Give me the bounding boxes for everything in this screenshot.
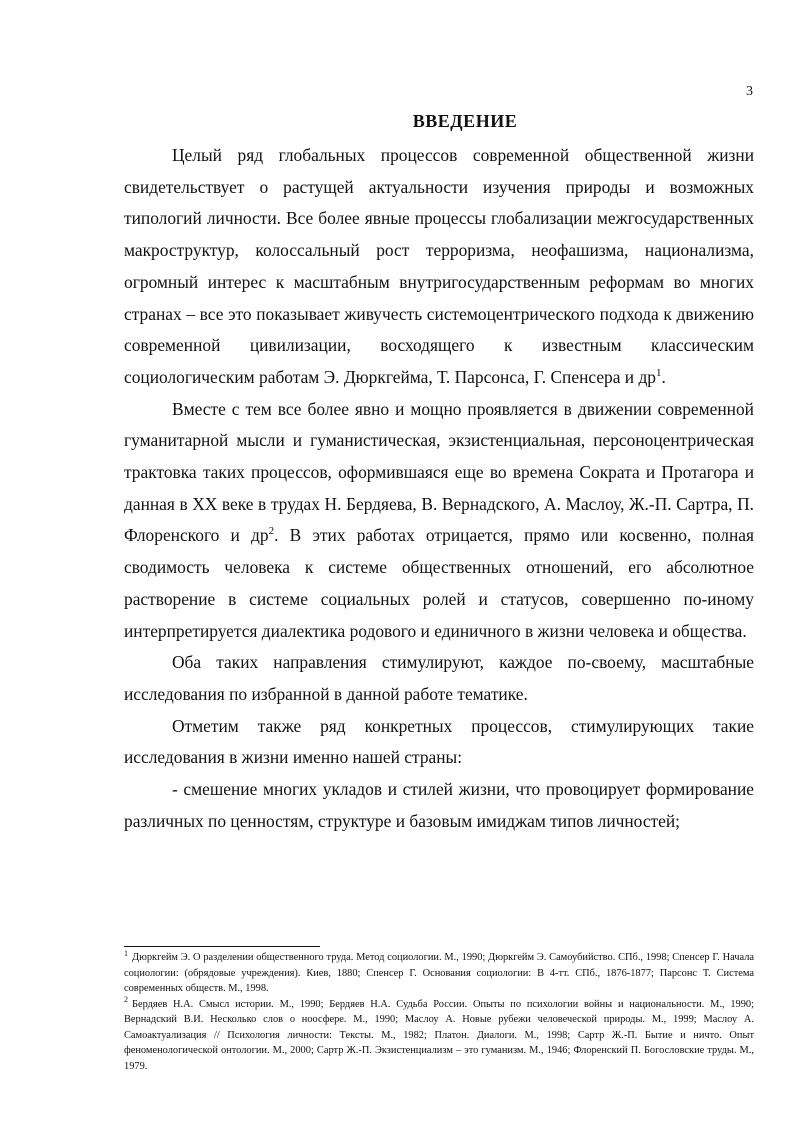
footnotes [124,950,754,1074]
body-text [124,140,754,837]
footnote-mark: 2 [124,995,128,1005]
list-item: - смешение многих укладов и стилей жизни, что провоцирует формирование различных по ценностям, структуре и базовым имиджам типов личностей; [124,779,754,831]
page-number: 3 [746,84,753,99]
footnote-mark: 1 [124,948,128,958]
paragraph: Оба таких направления стимулируют, каждое по-своему, масштабные исследования по избранной в данной работе тематике. [124,652,754,704]
paragraph: Вместе с тем все более явно и мощно проявляется в движении современной гуманитарной мысли и гуманистическая, экзистенциальная, персоноцентрическая трактовка таких процессов, оформившаяся еще во времена Сократа и Протагора и данная в XX веке в трудах Н. Бердяева, В. Вернадского, А. Маслоу, Ж.-П. Сартра, П. Флоренского и $др^2$. В этих работах отрицается, прямо или косвенно, полная сводимость человека к системе общественных отношений, его абсолютное растворение в системе социальных ролей и статусов, совершенно по-иному интерпретируется диалектика родового и единичного в жизни человека и общества. [124,398,754,641]
footnote: $^1$ Дюркгейм Э. О разделении общественного труда. Метод социологии. М., 1990; Дюркгейм Э. Самоубийство. СПб., 1998; Спенсер Г. Начала социологии: (обрядовые учреждения). Киев, 1880; Спенсер Г. Основания социологии: В 4-тт. СПб., 1876-1877; Парсонс Т. Система современных обществ. М., 1998. [124,948,754,994]
footnote: $^2$ Бердяев Н.А. Смысл истории. М., 1990; Бердяев Н.А. Судьба России. Опыты по психологии войны и национальности. М., 1990; Вернадский В.И. Несколько слов о ноосфере. М., 1990; Маслоу А. Новые рубежи человеческой природы. М., 1999; Маслоу А. Самоактуализация // Психология личности: Тексты. М., 1982; Платон. Диалоги. М., 1998; Сартр Ж.-П. Бытие и ничто. Опыт феноменологической онтологии. М., 2000; Сартр Ж.-П. Экзистенциализм – это гуманизм. М., 1946; Флоренский П. Богословские труды. М., 1979. [124,995,754,1072]
paragraph: Целый ряд глобальных процессов современной общественной жизни свидетельствует о растущей актуальности изучения природы и возможных типологий личности. Все более явные процессы глобализации межгосударственных макроструктур, колоссальный рост терроризма, неофашизма, национализма, огромный интерес к масштабным внутригосударственным реформам во многих странах – все это показывает живучесть системоцентрического подхода к движению современной цивилизации, восходящего к известным классическим социологическим работам Э. Дюркгейма, Т. Парсонса, Г. Спенсера и $др^1$. [124,145,754,387]
footnote-divider [124,946,320,947]
paragraph: Отметим также ряд конкретных процессов, стимулирующих такие исследования в жизни именно нашей страны: [124,715,754,768]
page-title: ВВЕДЕНИЕ [412,111,518,131]
footnote-ref: 1 [656,367,662,380]
footnote-ref: 2 [268,525,275,538]
